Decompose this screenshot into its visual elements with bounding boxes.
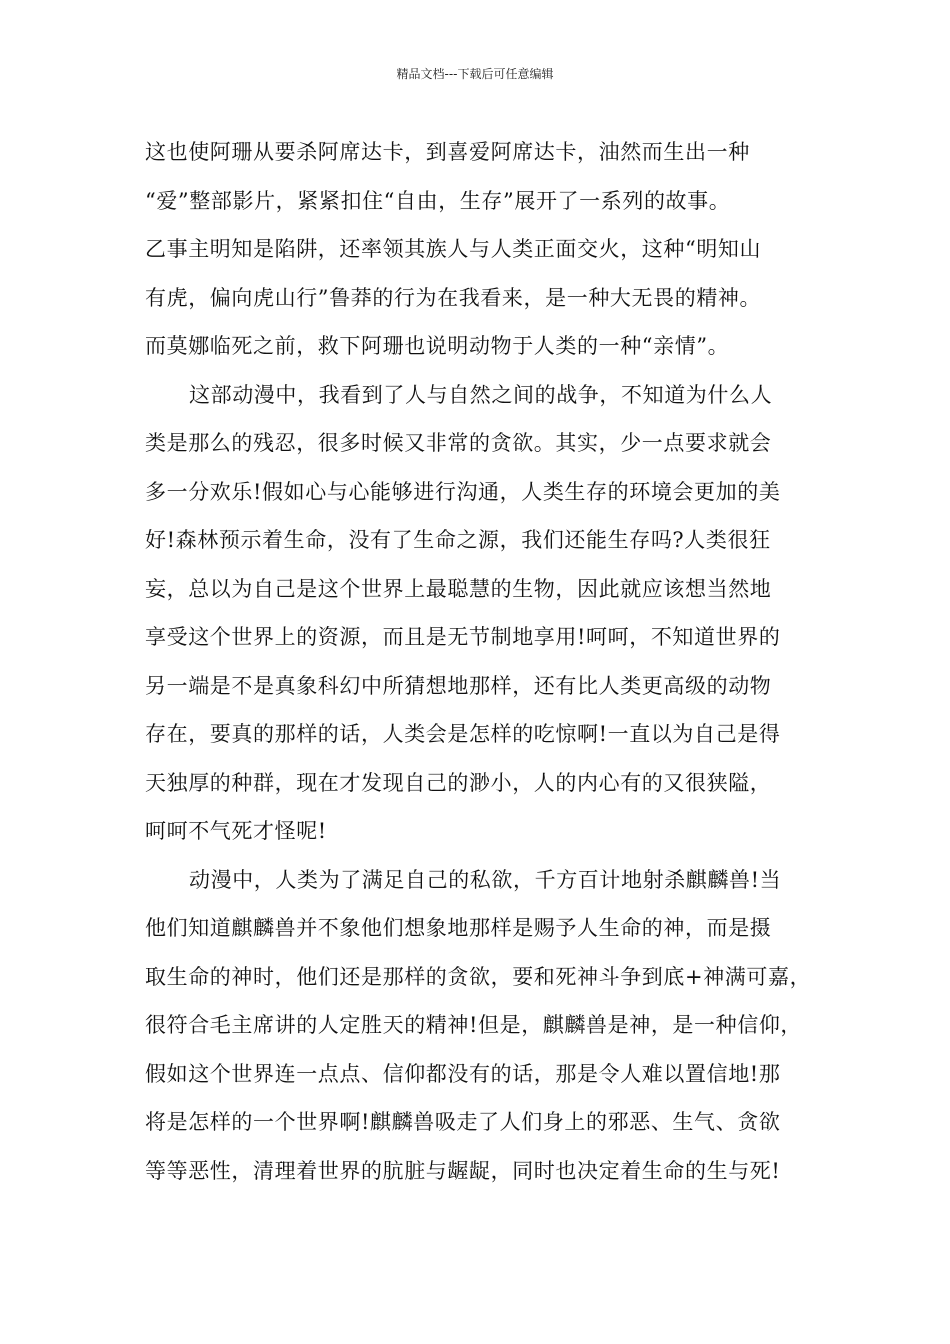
- text-line: 很符合毛主席讲的人定胜天的精神!但是，麒麟兽是神，是一种信仰，: [145, 1013, 803, 1037]
- paragraph-3: [145, 856, 817, 1196]
- text-line: 取生命的神时，他们还是那样的贪欲，要和死神斗争到底+神满可嘉，: [145, 964, 812, 989]
- text-line: 享受这个世界上的资源，而且是无节制地享用!呵呵，不知道世界的: [145, 625, 781, 649]
- text-line: 好!森林预示着生命，没有了生命之源，我们还能生存吗?人类很狂: [145, 528, 771, 552]
- text-line: 动漫中，人类为了满足自己的私欲，千方百计地射杀麒麟兽!当: [189, 867, 782, 892]
- document-body: [145, 128, 817, 1195]
- text-line: 这部动漫中，我看到了人与自然之间的战争，不知道为什么人: [189, 382, 773, 407]
- text-line: “爱”整部影片，紧紧扣住“自由，生存”展开了一系列的故事。: [145, 188, 731, 213]
- text-line: 而莫娜临死之前，救下阿珊也说明动物于人类的一种“亲情”。: [145, 334, 730, 358]
- text-line: 另一端是不是真象科幻中所猜想地那样，还有比人类更高级的动物: [145, 673, 772, 698]
- text-line: 天独厚的种群，现在才发现自己的渺小，人的内心有的又很狭隘，: [145, 770, 772, 795]
- text-line: 存在，要真的那样的话，人类会是怎样的吃惊啊!一直以为自己是得: [145, 722, 781, 746]
- paragraph-1: [145, 128, 817, 371]
- text-line: 将是怎样的一个世界啊!麒麟兽吸走了人们身上的邪恶、生气、贪欲: [145, 1110, 781, 1134]
- page-header: 精品文档---下载后可任意编辑: [396, 67, 554, 81]
- text-line: 假如这个世界连一点点、信仰都没有的话，那是令人难以置信地!那: [145, 1061, 781, 1086]
- text-line: 他们知道麒麟兽并不象他们想象地那样是赐予人生命的神，而是摄: [145, 916, 772, 940]
- paragraph-2: [145, 371, 817, 856]
- text-line: 这也使阿珊从要杀阿席达卡，到喜爱阿席达卡，油然而生出一种: [145, 140, 750, 164]
- text-line: 呵呵不气死才怪呢!: [145, 819, 327, 843]
- text-line: 乙事主明知是陷阱，还率领其族人与人类正面交火，这种“明知山: [145, 237, 762, 261]
- text-line: 多一分欢乐!假如心与心能够进行沟通，人类生存的环境会更加的美: [145, 479, 781, 504]
- text-line: 有虎，偏向虎山行”鲁莽的行为在我看来，是一种大无畏的精神。: [145, 285, 762, 310]
- text-line: 妄，总以为自己是这个世界上最聪慧的生物，因此就应该想当然地: [145, 576, 772, 601]
- text-line: 等等恶性，清理着世界的肮脏与龌龊，同时也决定着生命的生与死!: [145, 1158, 781, 1183]
- text-line: 类是那么的残忍，很多时候又非常的贪欲。其实，少一点要求就会: [145, 431, 772, 455]
